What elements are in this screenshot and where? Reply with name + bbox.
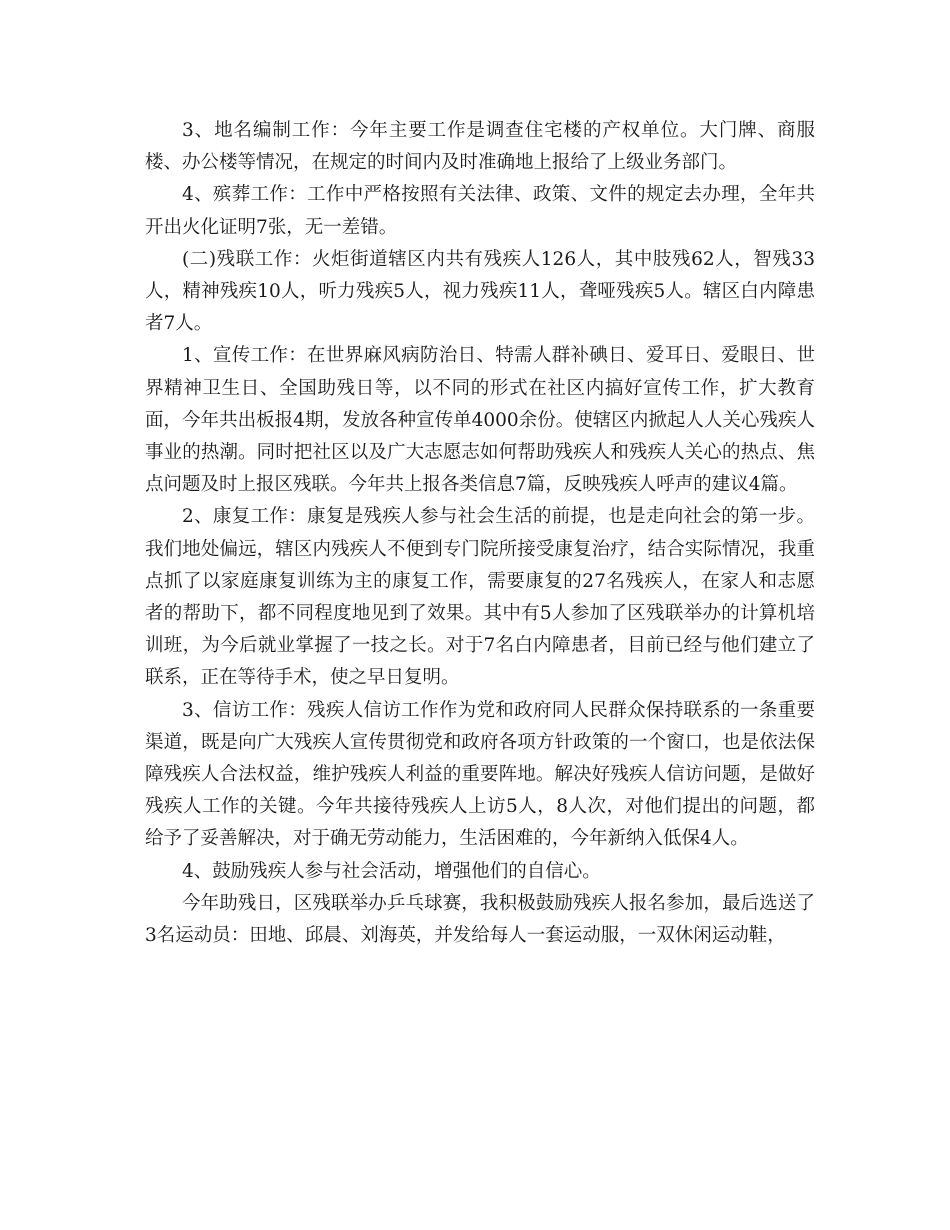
paragraph-funeral-work: 4、殡葬工作：工作中严格按照有关法律、政策、文件的规定去办理，全年共开出火化证明7张，无一差错。 [145,184,815,238]
paragraph-social-activities: 4、鼓励残疾人参与社会活动，增强他们的自信心。 [182,860,601,882]
paragraph-rehabilitation-work: 2、康复工作：康复是残疾人参与社会生活的前提，也是走向社会的第一步。我们地处偏远，辖区内残疾人不便到专门院所接受康复治疗，结合实际情况，我重点抓了以家庭康复训练为主的康复工作，需要康复的27名残疾人，在家人和志愿者的帮助下，都不同程度地见到了效果。其中有5人参加了区残联举办的计算机培训班，为今后就业掌握了一技之长。对于7名白内障患者，目前已经与他们建立了联系，正在等待手术，使之早日复明。 [145,506,815,689]
paragraph-petition-work: 3、信访工作：残疾人信访工作作为党和政府同人民群众保持联系的一条重要渠道，既是向广大残疾人宣传贯彻党和政府各项方针政策的一个窗口，也是依法保障残疾人合法权益，维护残疾人利益的重要阵地。解决好残疾人信访问题，是做好残疾人工作的关键。今年共接待残疾人上访5人，8人次，对他们提出的问题，都给予了妥善解决，对于确无劳动能力，生活困难的，今年新纳入低保4人。 [145,699,815,850]
document-body [145,115,815,952]
paragraph-table-tennis: 今年助残日，区残联举办乒乓球赛，我积极鼓励残疾人报名参加，最后选送了3名运动员：田地、邱晨、刘海英，并发给每人一套运动服，一双休闲运动鞋， [145,892,815,947]
paragraph-publicity-work: 1、宣传工作：在世界麻风病防治日、特需人群补碘日、爱耳日、爱眼日、世界精神卫生日、全国助残日等，以不同的形式在社区内搞好宣传工作，扩大教育面，今年共出板报4期，发放各种宣传单4000余份。使辖区内掀起人人关心残疾人事业的热潮。同时把社区以及广大志愿志如何帮助残疾人和残疾人关心的热点、焦点问题及时上报区残联。今年共上报各类信息7篇，反映残疾人呼声的建议4篇。 [145,345,815,496]
paragraph-disabled-federation: (二)残联工作：火炬街道辖区内共有残疾人126人，其中肢残62人，智残33人，精神残疾10人，听力残疾5人，视力残疾11人，聋哑残疾5人。辖区白内障患者7人。 [145,248,815,335]
paragraph-place-naming: 3、地名编制工作：今年主要工作是调查住宅楼的产权单位。大门牌、商服楼、办公楼等情况，在规定的时间内及时准确地上报给了上级业务部门。 [145,120,815,174]
